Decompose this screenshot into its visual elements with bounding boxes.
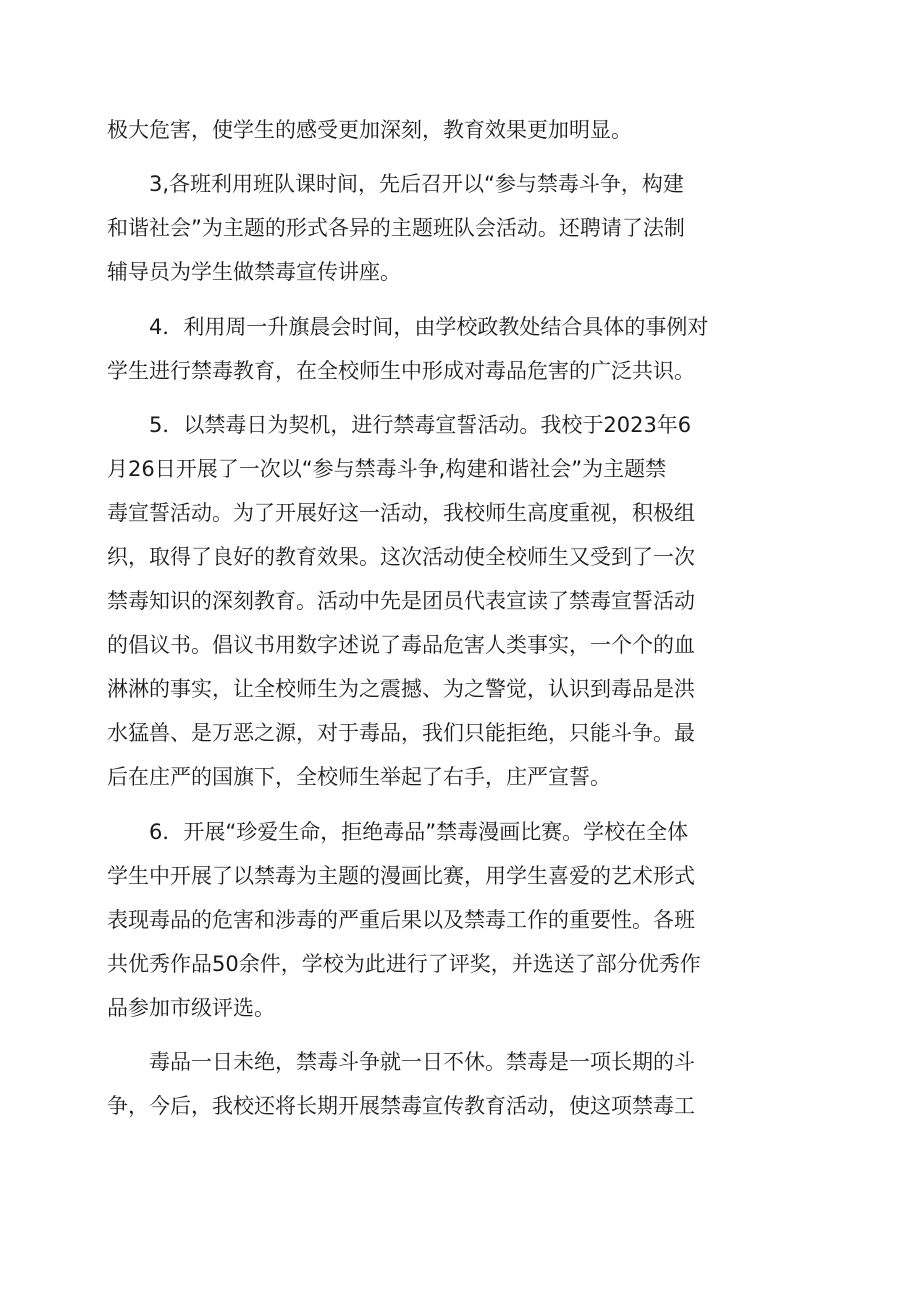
- text-line: 和谐社会”为主题的形式各异的主题班队会活动。还聘请了法制: [107, 216, 685, 240]
- text-line: 5．以禁毒日为契机，进行禁毒宣誓活动。我校于2023年6: [149, 413, 692, 437]
- text-line: 表现毒品的危害和涉毒的严重后果以及禁毒工作的重要性。各班: [107, 908, 695, 932]
- text-line: 的倡议书。倡议书用数字述说了毒品危害人类事实，一个个的血: [107, 633, 695, 657]
- text-line: 争，今后，我校还将长期开展禁毒宣传教育活动，使这项禁毒工: [107, 1094, 695, 1118]
- text-line: 学生中开展了以禁毒为主题的漫画比赛，用学生喜爱的艺术形式: [107, 864, 695, 888]
- text-line: 4．利用周一升旗晨会时间，由学校政教处结合具体的事例对: [149, 315, 709, 339]
- text-line: 毒宣誓活动。为了开展好这一活动，我校师生高度重视，积极组: [107, 501, 695, 525]
- text-line: 禁毒知识的深刻教育。活动中先是团员代表宣读了禁毒宣誓活动: [107, 589, 695, 613]
- text-line: 3,各班利用班队课时间，先后召开以“参与禁毒斗争，构建: [149, 172, 684, 196]
- text-line: 织，取得了良好的教育效果。这次活动使全校师生又受到了一次: [107, 545, 695, 569]
- text-line: 后在庄严的国旗下，全校师生举起了右手，庄严宣誓。: [107, 765, 611, 789]
- text-line: 淋淋的事实，让全校师生为之震撼、为之警觉，认识到毒品是洪: [107, 677, 695, 701]
- text-line: 品参加市级评选。: [107, 996, 275, 1020]
- text-line: 6．开展“珍爱生命，拒绝毒品”禁毒漫画比赛。学校在全体: [149, 820, 689, 844]
- text-line: 月26日开展了一次以“参与禁毒斗争,构建和谐社会”为主题禁: [107, 457, 667, 481]
- text-line: 极大危害，使学生的感受更加深刻，教育效果更加明显。: [107, 118, 632, 142]
- text-line: 学生进行禁毒教育，在全校师生中形成对毒品危害的广泛共识。: [107, 359, 695, 383]
- text-line: 水猛兽、是万恶之源，对于毒品，我们只能拒绝，只能斗争。最: [107, 721, 695, 745]
- text-line: 辅导员为学生做禁毒宣传讲座。: [107, 260, 401, 284]
- text-line: 毒品一日未绝，禁毒斗争就一日不休。禁毒是一项长期的斗: [149, 1050, 695, 1074]
- text-line: 共优秀作品50余件，学校为此进行了评奖，并选送了部分优秀作: [107, 952, 701, 976]
